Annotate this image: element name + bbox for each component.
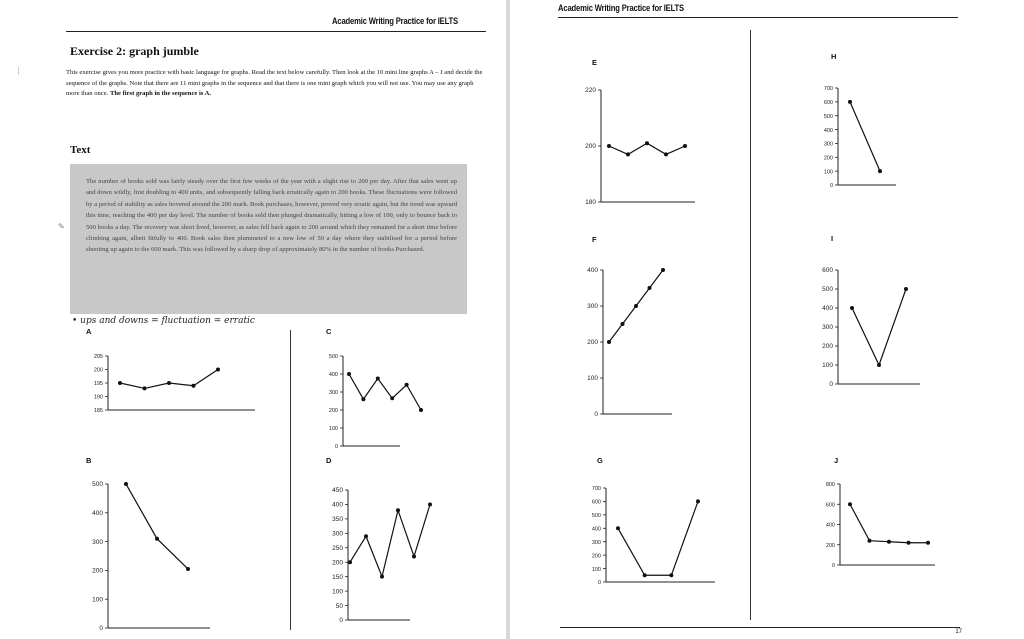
column-divider-right	[750, 30, 751, 620]
header-rule-right	[558, 17, 958, 18]
y-tick-label: 200	[332, 559, 343, 567]
data-point	[143, 386, 147, 390]
series-line	[618, 501, 698, 575]
y-tick-label: 400	[822, 305, 833, 313]
y-tick-label: 0	[594, 411, 598, 419]
data-point	[645, 141, 649, 145]
y-tick-label: 300	[823, 141, 833, 148]
header-rule	[66, 31, 486, 32]
graph-g	[576, 482, 721, 588]
y-tick-label: 300	[328, 390, 338, 397]
graph-h	[808, 82, 902, 191]
y-tick-label: 500	[822, 286, 833, 294]
data-point	[380, 575, 384, 579]
data-point	[887, 540, 891, 544]
y-tick-label: 0	[99, 625, 103, 633]
data-point	[669, 573, 673, 577]
graph-label-c: C	[326, 327, 332, 336]
data-point	[412, 554, 416, 558]
series-line	[852, 289, 906, 365]
graph-label-e: E	[592, 58, 598, 67]
y-tick-label: 700	[823, 86, 833, 93]
y-tick-label: 150	[332, 573, 343, 581]
data-point	[616, 526, 620, 530]
y-tick-label: 200	[825, 542, 835, 549]
graph-d	[318, 484, 416, 626]
graph-c	[313, 350, 406, 452]
y-tick-label: 600	[823, 100, 833, 107]
y-tick-label: 300	[92, 538, 103, 546]
y-tick-label: 100	[587, 375, 598, 383]
y-tick-label: 800	[825, 482, 835, 489]
graph-label-i: I	[831, 234, 834, 243]
y-tick-label: 300	[332, 530, 343, 538]
page-header-right: Academic Writing Practice for IELTS	[558, 3, 684, 13]
data-point	[848, 502, 852, 506]
graph-i	[808, 264, 926, 390]
series-line	[850, 504, 928, 542]
graph-a	[78, 350, 261, 416]
page-number: 17	[955, 629, 962, 635]
data-point	[868, 539, 872, 543]
y-tick-label: 0	[334, 444, 338, 451]
y-tick-label: 220	[585, 87, 596, 95]
handwritten-note: • ups and downs = fluctuation = erratic	[72, 316, 255, 326]
y-tick-label: 200	[587, 339, 598, 347]
data-point	[904, 287, 908, 291]
y-tick-label: 400	[92, 510, 103, 517]
graph-e	[571, 84, 701, 208]
exercise-title: Exercise 2: graph jumble	[70, 44, 199, 58]
data-point	[118, 381, 122, 385]
data-point	[396, 508, 400, 512]
y-tick-label: 300	[591, 539, 601, 546]
y-tick-label: 400	[591, 526, 601, 533]
y-tick-label: 200	[822, 343, 833, 351]
y-tick-label: 185	[93, 408, 103, 415]
data-point	[634, 304, 638, 308]
data-point	[390, 396, 394, 400]
y-tick-label: 100	[823, 169, 833, 176]
pencil-mark: ✎	[58, 222, 65, 231]
y-tick-label: 400	[587, 267, 598, 275]
y-tick-label: 350	[332, 516, 343, 524]
data-point	[850, 306, 854, 310]
y-tick-label: 500	[328, 354, 338, 361]
y-tick-label: 50	[335, 602, 343, 610]
data-point	[216, 368, 220, 372]
y-tick-label: 200	[92, 567, 103, 575]
data-point	[124, 482, 128, 486]
text-heading: Text	[70, 144, 91, 156]
y-tick-label: 200	[93, 367, 103, 374]
series-line	[126, 484, 188, 569]
data-point	[621, 322, 625, 326]
margin-mark: |	[18, 66, 20, 75]
data-point	[376, 377, 380, 381]
y-tick-label: 300	[822, 324, 833, 332]
left-page	[0, 0, 509, 639]
graph-label-d: D	[326, 456, 332, 465]
y-tick-label: 400	[332, 501, 343, 509]
data-point	[648, 286, 652, 290]
graph-j	[810, 478, 941, 571]
reading-passage: The number of books sold was fairly steady over the first few weeks of the year with a slight rise to 200 per day. After that sales went up and down wildly, first doubling to 400 units, and subsequently falling back erratically again to 200 books. These fluctuations were followed by a period of stability as sales hovered around the 200 mark. Book purchases, however, proved very erratic again, but the trend was upward this time, reaching the 400 per day level. The number of books sold then plunged dramatically, hitting a low of 100, only to bounce back to 500 books a day. The recovery was short lived, however, as sales fell back again to 200 around which they remained for a short time before climbing again, albeit fitfully to 400. Book sales then plummeted to a new low of 50 a day where they stabilised for a period before shooting up again to the 600 mark. This was followed by a sharp drop of approximately 80% in the number of books Purchased.	[70, 164, 467, 314]
y-tick-label: 600	[822, 267, 833, 275]
data-point	[643, 573, 647, 577]
y-tick-label: 400	[823, 127, 833, 134]
data-point	[661, 268, 665, 272]
data-point	[877, 363, 881, 367]
y-tick-label: 600	[825, 502, 835, 509]
data-point	[664, 152, 668, 156]
data-point	[907, 541, 911, 545]
data-point	[419, 408, 423, 412]
data-point	[607, 144, 611, 148]
y-tick-label: 0	[829, 381, 833, 389]
y-tick-label: 190	[93, 394, 103, 401]
y-tick-label: 500	[823, 113, 833, 120]
graph-label-a: A	[86, 327, 92, 336]
y-tick-label: 0	[829, 183, 833, 190]
data-point	[878, 169, 882, 173]
y-tick-label: 0	[597, 580, 601, 587]
data-point	[683, 144, 687, 148]
y-tick-label: 500	[591, 513, 601, 520]
y-tick-label: 700	[591, 486, 601, 493]
graph-b	[78, 478, 216, 634]
y-tick-label: 200	[328, 408, 338, 415]
footer-rule	[560, 627, 960, 628]
data-point	[428, 502, 432, 506]
y-tick-label: 250	[332, 544, 343, 552]
y-tick-label: 100	[328, 426, 338, 433]
data-point	[192, 384, 196, 388]
data-point	[361, 397, 365, 401]
graph-f	[573, 264, 678, 420]
y-tick-label: 500	[92, 481, 103, 489]
data-point	[347, 372, 351, 376]
y-tick-label: 180	[585, 199, 596, 207]
y-tick-label: 200	[591, 553, 601, 560]
y-tick-label: 100	[591, 566, 601, 573]
y-tick-label: 400	[328, 372, 338, 379]
data-point	[405, 383, 409, 387]
data-point	[155, 537, 159, 541]
page-header: Academic Writing Practice for IELTS	[332, 16, 458, 26]
y-tick-label: 0	[339, 617, 343, 625]
data-point	[186, 567, 190, 571]
series-line	[120, 370, 218, 389]
y-tick-label: 200	[585, 143, 596, 151]
graph-label-f: F	[592, 235, 597, 244]
data-point	[167, 381, 171, 385]
column-divider	[290, 330, 291, 630]
data-point	[364, 534, 368, 538]
graph-label-b: B	[86, 456, 92, 465]
exercise-intro	[66, 68, 486, 100]
y-tick-label: 400	[825, 522, 835, 529]
y-tick-label: 0	[831, 563, 835, 570]
data-point	[696, 499, 700, 503]
intro-bold: The first graph in the sequence is A.	[109, 90, 212, 97]
y-tick-label: 450	[332, 487, 343, 495]
y-tick-label: 100	[822, 362, 833, 370]
data-point	[348, 560, 352, 564]
y-tick-label: 195	[93, 381, 103, 388]
y-tick-label: 100	[332, 588, 343, 596]
series-line	[850, 102, 880, 171]
graph-label-j: J	[834, 456, 839, 465]
data-point	[848, 100, 852, 104]
data-point	[626, 152, 630, 156]
y-tick-label: 300	[587, 303, 598, 311]
y-tick-label: 600	[591, 499, 601, 506]
y-tick-label: 205	[93, 354, 103, 361]
y-tick-label: 100	[92, 596, 103, 604]
data-point	[926, 541, 930, 545]
intro-text: This exercise gives you more practice with basic language for graphs. Read the text below carefully. Then look at the 10 mini line graphs A – J and decide the sequence of the graphs. Note that there are 11 mini graphs in the sequence and that there is one mini graph which you will not use. You may use any graph more than once.	[66, 69, 483, 97]
graph-label-h: H	[831, 52, 837, 61]
y-tick-label: 200	[823, 155, 833, 162]
data-point	[607, 340, 611, 344]
graph-label-g: G	[597, 456, 603, 465]
